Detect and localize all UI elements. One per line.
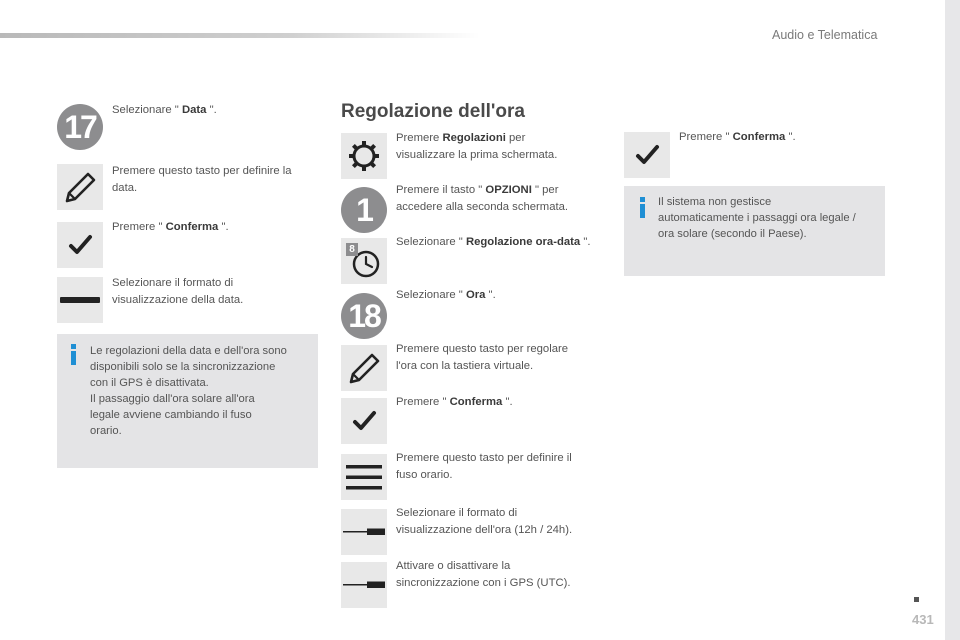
page-number: 431 [912, 612, 934, 627]
checkmark-icon [341, 398, 387, 444]
step-18-text: Selezionare " Ora ". [396, 289, 496, 301]
checkmark-icon [57, 222, 103, 268]
pencil-time-text: Premere questo tasto per regolare l'ora con la tastiera virtuale. [396, 343, 569, 372]
format-bar-icon [57, 277, 103, 323]
confirm-button-time[interactable] [341, 398, 387, 444]
info-icon [640, 197, 645, 218]
toggle-bar-icon [341, 509, 387, 555]
settings-text: Premere Regolazioni per visualizzare la prima schermata. [396, 132, 558, 161]
confirm-time-text: Premere " Conferma ". [396, 396, 513, 408]
time-format-button[interactable] [341, 509, 387, 555]
toggle-bar-icon [341, 562, 387, 608]
step-1-badge: 1 [341, 187, 387, 233]
confirm-text: Premere " Conferma ". [112, 221, 229, 233]
date-format-button[interactable] [57, 277, 103, 323]
confirm-right-text: Premere " Conferma ". [679, 131, 796, 143]
page-edge-bar [945, 0, 960, 640]
step-1-text: Premere il tasto " OPZIONI " per accedere alla seconda schermata. [396, 184, 569, 213]
info-box-left [57, 334, 318, 468]
step-18-badge: 18 [341, 293, 387, 339]
info-box-right [624, 186, 885, 276]
step-17-text: Selezionare " Data ". [112, 104, 217, 116]
clock-badge: 8 [349, 244, 355, 255]
confirm-button[interactable] [57, 222, 103, 268]
pencil-text: Premere questo tasto per definire la data. [112, 165, 292, 194]
pencil-button-time[interactable] [341, 345, 387, 391]
header-title: Audio e Telematica [772, 28, 878, 42]
gps-sync-text: Attivare o disattivare la sincronizzazione con i GPS (UTC). [396, 560, 571, 589]
pencil-button[interactable] [57, 164, 103, 210]
date-format-text: Selezionare il formato di visualizzazione della data. [112, 277, 244, 306]
time-format-text: Selezionare il formato di visualizzazione dell'ora (12h / 24h). [396, 507, 573, 536]
gear-icon [341, 133, 387, 179]
clock-text: Selezionare " Regolazione ora-data ". [396, 236, 591, 248]
info-text-left: Le regolazioni della data e dell'ora sono disponibili solo se la sincronizzazione con il GPS è disattivata. Il passaggio dall'ora solare all'ora legale avviene cambiando il fuso orario. [90, 345, 287, 437]
gps-sync-toggle[interactable] [341, 562, 387, 608]
confirm-button-right[interactable] [624, 132, 670, 178]
menu-icon [341, 454, 387, 500]
header-decor-bar [0, 33, 480, 38]
step-17-badge: 17 [57, 104, 103, 150]
info-text-right: Il sistema non gestisce automaticamente i passaggi ora legale / ora solare (secondo il Paese). [658, 196, 856, 240]
section-title: Regolazione dell'ora [341, 101, 525, 122]
page-marker [914, 597, 919, 602]
pencil-icon [341, 345, 387, 391]
settings-button[interactable] [341, 133, 387, 179]
checkmark-icon [624, 132, 670, 178]
info-icon [71, 344, 76, 365]
pencil-icon [57, 164, 103, 210]
timezone-button[interactable] [341, 454, 387, 500]
timezone-text: Premere questo tasto per definire il fuso orario. [396, 452, 572, 481]
